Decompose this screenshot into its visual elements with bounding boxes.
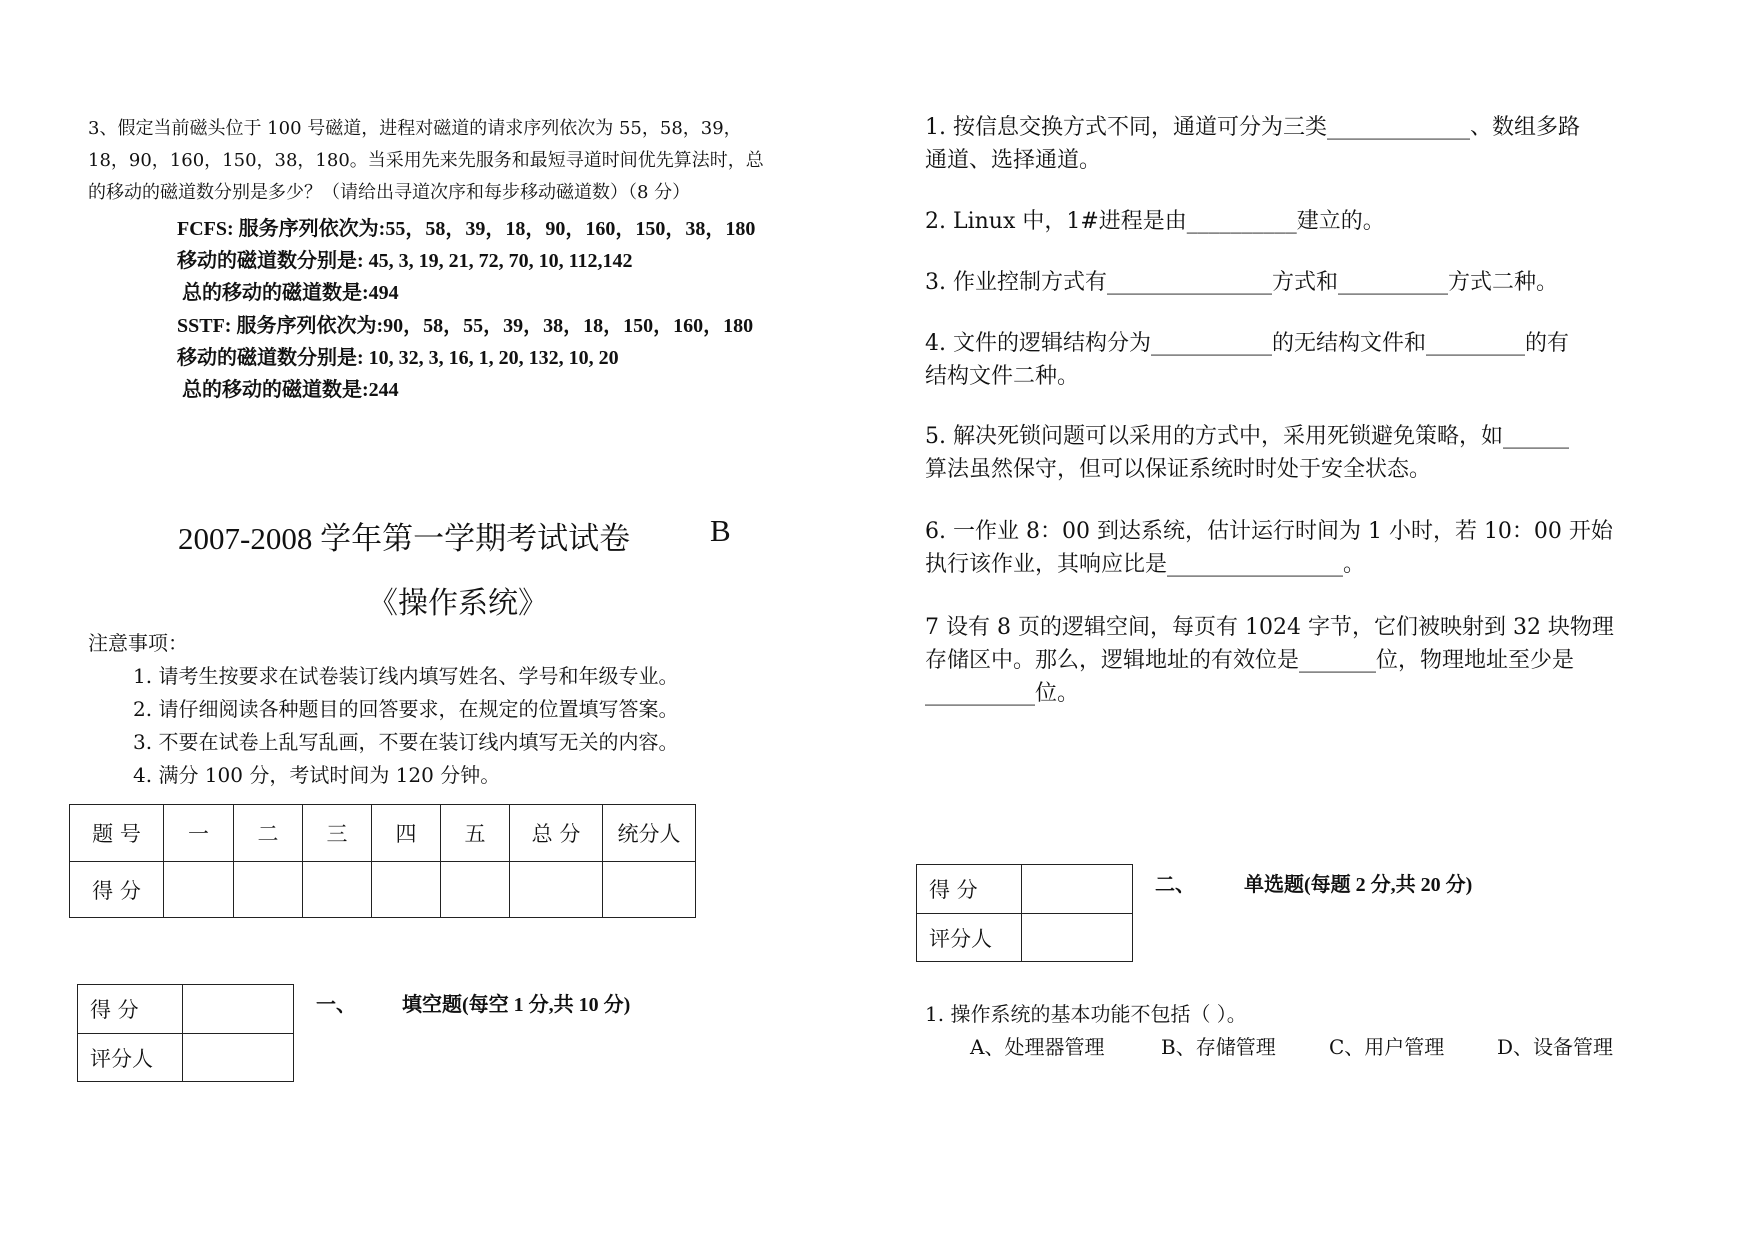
score-cell-5[interactable] bbox=[441, 862, 510, 918]
grader-box-2 bbox=[916, 864, 1133, 962]
fill-q4-line-1: 4. 文件的逻辑结构分为___________的无结构文件和_________的有 bbox=[925, 331, 1569, 356]
fcfs-moves: 移动的磁道数分别是: 45, 3, 19, 21, 72, 70, 10, 112,142 bbox=[177, 250, 633, 272]
mc1-option-d[interactable]: D、设备管理 bbox=[1497, 1035, 1614, 1059]
sstf-total: 总的移动的磁道数是:244 bbox=[182, 379, 399, 401]
notice-4: 4. 满分 100 分，考试时间为 120 分钟。 bbox=[133, 763, 501, 787]
score-row-label: 得 分 bbox=[70, 862, 164, 918]
fill-question-7 bbox=[925, 611, 1675, 710]
score-table bbox=[69, 804, 696, 918]
notice-3: 3. 不要在试卷上乱写乱画，不要在装订线内填写无关的内容。 bbox=[133, 730, 679, 754]
score-cell-4[interactable] bbox=[372, 862, 441, 918]
fcfs-sequence: FCFS: 服务序列依次为:55，58，39，18，90，160，150，38，180 bbox=[177, 218, 756, 240]
fill-q5-line-1: 5. 解决死锁问题可以采用的方式中，采用死锁避免策略，如______ bbox=[925, 424, 1569, 449]
score-header-1: 一 bbox=[164, 805, 234, 862]
fill-q4-line-2: 结构文件二种。 bbox=[925, 364, 1080, 389]
fill-question-5 bbox=[925, 420, 1675, 486]
mc1-option-a[interactable]: A、处理器管理 bbox=[970, 1035, 1105, 1059]
score-header-3: 三 bbox=[303, 805, 372, 862]
fill-q1-line-1: 1. 按信息交换方式不同，通道可分为三类_____________、数组多路 bbox=[925, 115, 1580, 140]
score-header-total: 总 分 bbox=[510, 805, 603, 862]
fill-q7-line-1: 7 设有 8 页的逻辑空间，每页有 1024 字节，它们被映射到 32 块物理 bbox=[925, 615, 1614, 640]
grader-box-2-score-label: 得 分 bbox=[917, 865, 1022, 914]
q3-line-3: 的移动的磁道数分别是多少？（请给出寻道次序和每步移动磁道数）（8 分） bbox=[88, 182, 691, 203]
fill-q3-line-1: 3. 作业控制方式有_______________方式和__________方式二种。 bbox=[925, 270, 1558, 295]
fill-question-2 bbox=[925, 205, 1675, 238]
sstf-sequence: SSTF: 服务序列依次为:90，58，55，39，38，18，150，160，180 bbox=[177, 315, 754, 337]
fill-question-6 bbox=[925, 515, 1675, 581]
grader-box-1-score-cell[interactable] bbox=[183, 985, 294, 1034]
section-1-title: 填空题(每空 1 分,共 10 分) bbox=[402, 994, 631, 1016]
section-1-number: 一、 bbox=[316, 994, 356, 1016]
fill-question-1 bbox=[925, 111, 1675, 177]
fill-question-4 bbox=[925, 327, 1675, 393]
grader-box-1-grader-cell[interactable] bbox=[183, 1034, 294, 1082]
grader-box-1 bbox=[77, 984, 294, 1082]
score-cell-total[interactable] bbox=[510, 862, 603, 918]
mc1-option-c[interactable]: C、用户管理 bbox=[1329, 1035, 1445, 1059]
mc-question-1: 1. 操作系统的基本功能不包括（ ）。 bbox=[925, 1002, 1247, 1026]
fill-q7-line-3: __________位。 bbox=[925, 681, 1080, 706]
score-header-5: 五 bbox=[441, 805, 510, 862]
fill-q6-line-2: 执行该作业，其响应比是________________。 bbox=[925, 552, 1366, 577]
grader-box-2-score-cell[interactable] bbox=[1022, 865, 1133, 914]
grader-box-1-grader-label: 评分人 bbox=[78, 1034, 183, 1082]
score-cell-2[interactable] bbox=[234, 862, 303, 918]
mc1-option-b[interactable]: B、存储管理 bbox=[1161, 1035, 1276, 1059]
fill-q7-line-2: 存储区中。那么，逻辑地址的有效位是_______位，物理地址至少是 bbox=[925, 648, 1575, 673]
section-2-number: 二、 bbox=[1155, 874, 1195, 896]
exam-subject: 《操作系统》 bbox=[368, 586, 548, 621]
grader-box-2-grader-cell[interactable] bbox=[1022, 914, 1133, 962]
section-2-title: 单选题(每题 2 分,共 20 分) bbox=[1244, 874, 1473, 896]
q3-line-2: 18，90，160，150，38，180。当采用先来先服务和最短寻道时间优先算法时，总 bbox=[88, 150, 764, 171]
score-cell-3[interactable] bbox=[303, 862, 372, 918]
score-header-4: 四 bbox=[372, 805, 441, 862]
fill-q2-line-1: 2. Linux 中，1#进程是由__________建立的。 bbox=[925, 209, 1385, 234]
exam-version: B bbox=[710, 513, 731, 548]
score-cell-tallier[interactable] bbox=[603, 862, 696, 918]
grader-box-2-grader-label: 评分人 bbox=[917, 914, 1022, 962]
q3-line-1: 3、假定当前磁头位于 100 号磁道，进程对磁道的请求序列依次为 55，58，39， bbox=[88, 118, 742, 139]
score-header-2: 二 bbox=[234, 805, 303, 862]
notice-title: 注意事项： bbox=[88, 631, 188, 655]
score-header-tallier: 统分人 bbox=[603, 805, 696, 862]
fcfs-total: 总的移动的磁道数是:494 bbox=[182, 282, 399, 304]
score-cell-1[interactable] bbox=[164, 862, 234, 918]
fill-q1-line-2: 通道、选择通道。 bbox=[925, 148, 1102, 173]
grader-box-1-score-label: 得 分 bbox=[78, 985, 183, 1034]
fill-q6-line-1: 6. 一作业 8：00 到达系统，估计运行时间为 1 小时，若 10：00 开始 bbox=[925, 519, 1613, 544]
fill-q5-line-2: 算法虽然保守，但可以保证系统时时处于安全状态。 bbox=[925, 457, 1432, 482]
notice-2: 2. 请仔细阅读各种题目的回答要求，在规定的位置填写答案。 bbox=[133, 697, 679, 721]
sstf-moves: 移动的磁道数分别是: 10, 32, 3, 16, 1, 20, 132, 10, 20 bbox=[177, 347, 619, 369]
fill-question-3 bbox=[925, 266, 1675, 299]
notice-1: 1. 请考生按要求在试卷装订线内填写姓名、学号和年级专业。 bbox=[133, 664, 679, 688]
score-header-label: 题 号 bbox=[70, 805, 164, 862]
exam-title: 2007-2008 学年第一学期考试试卷 bbox=[178, 521, 631, 556]
